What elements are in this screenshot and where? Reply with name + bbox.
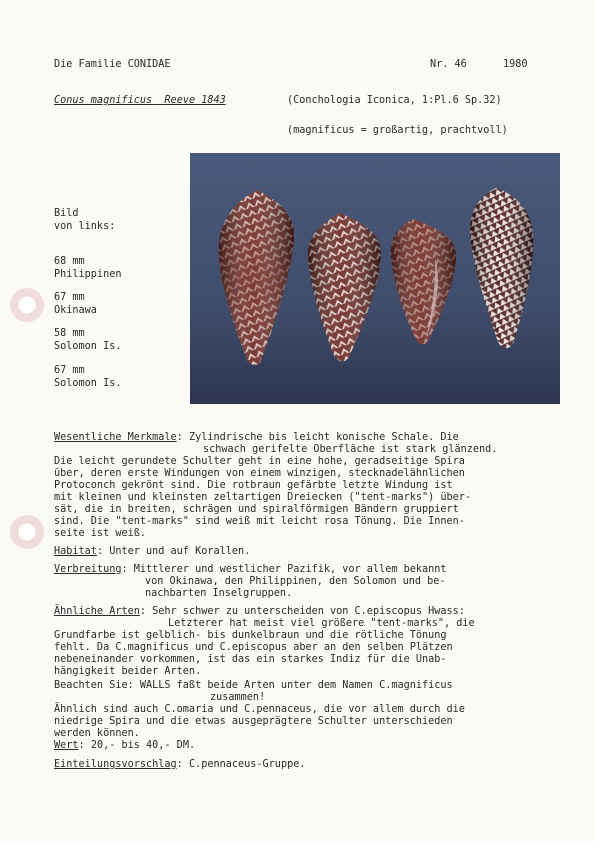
wert-line [54,740,195,752]
verbreitung-line-1 [54,564,447,576]
einteilung-text: : C.pennaceus-Gruppe. [176,759,306,770]
merkmale-line-9: seite ist weiß. [54,528,147,539]
sheet-number: Nr. 46 [430,59,467,70]
species-binomial: Conus magnificus [54,95,153,106]
caption-title: Bild [54,208,79,219]
specimen-4-size: 67 mm [54,365,85,376]
aehnliche-line-11: werden können. [54,728,140,739]
shell-photo-graphic [190,153,560,404]
specimen-1-size: 68 mm [54,256,85,267]
wert-text: : 20,- bis 40,- DM. [78,740,196,751]
caption-subtitle: von links: [54,221,116,232]
aehnliche-line-4: fehlt. Da C.magnificus und C.episcopus aber an den selben Plätzen [54,642,453,653]
merkmale-label: Wesentliche Merkmale [54,432,177,443]
shell-3 [391,219,456,344]
einteilung-line [54,759,305,771]
merkmale-line-5: Protoconch gekrönt sind. Die rotbraun gefärbte letzte Windung ist [54,480,453,491]
shell-4 [470,188,533,348]
family-title: Die Familie CONIDAE [54,59,171,70]
punch-hole-top [10,288,44,322]
aehnliche-line-10: niedrige Spira und die etwas ausgeprägtere Schulter unterschieden [54,716,453,727]
verbreitung-text-1: : Mittlerer und westlicher Pazifik, vor allem bekannt [121,564,447,575]
verbreitung-label: Verbreitung [54,564,122,575]
merkmale-line-6: mit kleinen und kleinsten zeltartigen Dreiecken ("tent-marks") über- [54,492,472,503]
verbreitung-line-2: von Okinawa, den Philippinen, den Solomon und be- [145,576,446,587]
specimen-2-size: 67 mm [54,292,85,303]
shell-photo [190,153,560,404]
specimen-3-locality: Solomon Is. [54,341,122,352]
merkmale-line-8: sind. Die "tent-marks" sind weiß mit leicht rosa Tönung. Die Innen- [54,516,465,527]
merkmale-line-3: Die leicht gerundete Schulter geht in eine hohe, geradseitige Spira [54,456,465,467]
merkmale-line-7: sät, die in breiten, schrägen und spiralförmigen Bändern gruppiert [54,504,459,515]
habitat-text: : Unter und auf Korallen. [96,546,251,557]
habitat-label: Habitat [54,546,97,557]
merkmale-line-2: schwach gerifelte Oberfläche ist stark glänzend. [203,444,498,455]
aehnliche-line-2: Letzterer hat meist viel größere "tent-marks", die [168,618,475,629]
specimen-2-locality: Okinawa [54,305,97,316]
merkmale-text-1: : Zylindrische bis leicht konische Schale. Die [176,432,459,443]
aehnliche-line-8: zusammen! [210,692,266,703]
specimen-4-locality: Solomon Is. [54,378,122,389]
aehnliche-line-6: hängigkeit beider Arten. [54,666,202,677]
aehnliche-line-5: nebeneinander vorkommen, ist das ein starkes Indiz für die Unab- [54,654,447,665]
shell-2 [308,213,381,362]
sheet-year: 1980 [503,59,528,70]
species-name [54,95,226,107]
aehnliche-line-1 [54,606,465,618]
aehnliche-text-1: : Sehr schwer zu unterscheiden von C.episcopus Hwass: [139,606,465,617]
punch-hole-bottom [10,515,44,549]
einteilung-label: Einteilungsvorschlag [54,759,177,770]
aehnliche-line-7: Beachten Sie: WALLS faßt beide Arten unter dem Namen C.magnificus [54,680,453,691]
specimen-1-locality: Philippinen [54,269,122,280]
species-author: Reeve 1843 [164,95,226,106]
species-etymology: (magnificus = großartig, prachtvoll) [287,125,508,136]
wert-label: Wert [54,740,79,751]
aehnliche-label: Ähnliche Arten [54,606,140,617]
merkmale-line-1 [54,432,459,444]
merkmale-line-4: über, deren erste Windungen von einem winzigen, stecknadelähnlichen [54,468,465,479]
specimen-3-size: 58 mm [54,328,85,339]
habitat-line [54,546,250,558]
aehnliche-line-9: Ähnlich sind auch C.omaria und C.pennaceus, die vor allem durch die [54,704,465,715]
verbreitung-line-3: nachbarten Inselgruppen. [145,588,293,599]
aehnliche-line-3: Grundfarbe ist gelblich- bis dunkelbraun und die rötliche Tönung [54,630,447,641]
species-reference: (Conchologia Iconica, 1:Pl.6 Sp.32) [287,95,502,106]
shell-1 [219,190,294,365]
